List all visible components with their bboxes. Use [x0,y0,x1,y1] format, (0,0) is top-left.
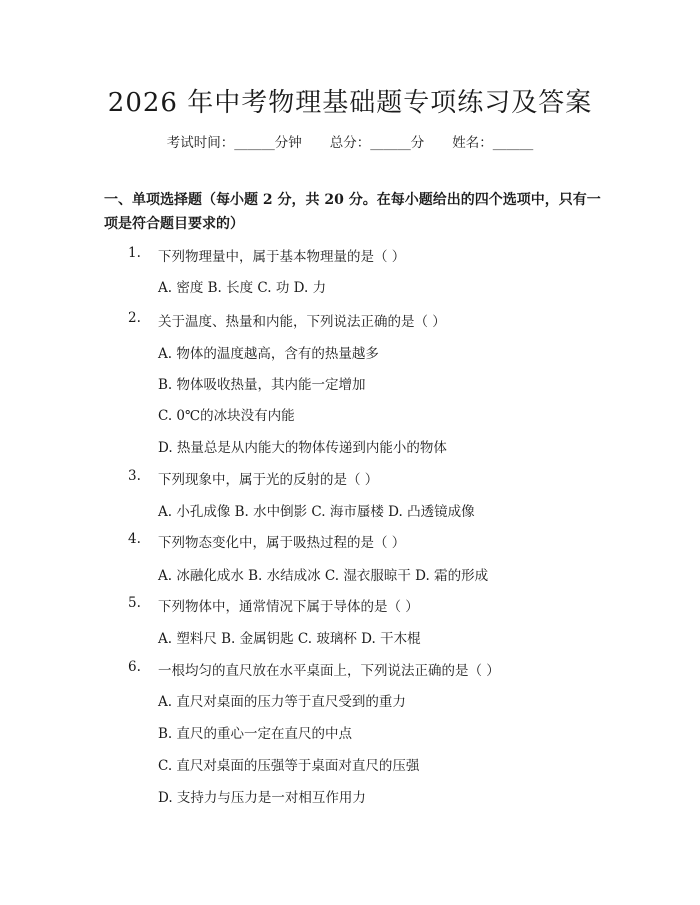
student-name-field: 姓名：______ [452,135,534,151]
question-text: 下列物体中，通常情况下属于导体的是（ ） [158,599,419,615]
question-number: 6. [128,659,141,675]
question-text: 关于温度、热量和内能，下列说法正确的是（ ） [158,314,446,330]
question-text: 一根均匀的直尺放在水平桌面上，下列说法正确的是（ ） [158,663,500,679]
exam-meta [0,131,700,151]
question-options: A. 小孔成像 B. 水中倒影 C. 海市蜃楼 D. 凸透镜成像 [158,504,475,520]
question-options: A. 密度 B. 长度 C. 功 D. 力 [158,280,327,296]
question-number: 1. [128,245,141,261]
section-heading: 一、单项选择题（每小题 2 分，共 20 分。在每小题给出的四个选项中，只有一项是符合题目要求的） [104,192,601,232]
question-text: 下列物理量中，属于基本物理量的是（ ） [158,249,406,265]
exam-time-field: 考试时间：______分钟 [166,135,302,151]
question-text: 下列现象中，属于光的反射的是（ ） [158,472,379,488]
question-number: 5. [128,595,141,611]
option-b: B. 物体吸收热量，其内能一定增加 [158,377,366,393]
question-text: 下列物态变化中，属于吸热过程的是（ ） [158,535,406,551]
option-c: C. 0℃的冰块没有内能 [158,408,295,424]
option-b: B. 直尺的重心一定在直尺的中点 [158,726,353,742]
question-number: 4. [128,531,141,547]
page-title: 2026 年中考物理基础题专项练习及答案 [107,88,593,118]
option-a: A. 直尺对桌面的压力等于直尺受到的重力 [158,694,406,710]
question-number: 3. [128,468,141,484]
question-options: A. 冰融化成水 B. 水结成冰 C. 湿衣服晾干 D. 霜的形成 [158,568,489,584]
question-options: A. 塑料尺 B. 金属钥匙 C. 玻璃杯 D. 干木棍 [158,631,421,647]
option-a: A. 物体的温度越高，含有的热量越多 [158,346,379,362]
option-c: C. 直尺对桌面的压强等于桌面对直尺的压强 [158,758,420,774]
total-score-field: 总分：______分 [329,135,425,151]
option-d: D. 支持力与压力是一对相互作用力 [158,790,366,806]
option-d: D. 热量总是从内能大的物体传递到内能小的物体 [158,440,447,456]
question-number: 2. [128,310,141,326]
